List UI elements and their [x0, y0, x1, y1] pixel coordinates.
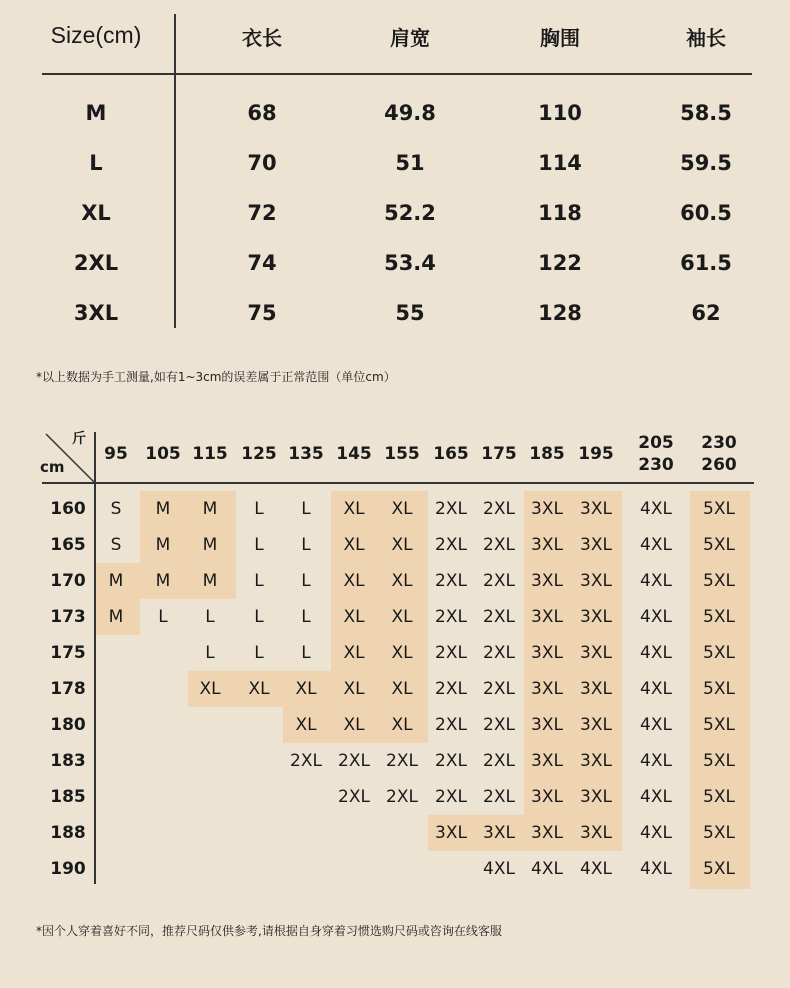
recommended-size-cell: 2XL [435, 715, 467, 735]
recommended-size-cell: 3XL [580, 535, 612, 555]
recommended-size-cell: 4XL [640, 571, 672, 591]
recommended-size-cell: 5XL [703, 787, 735, 807]
weight-header: 155 [384, 444, 420, 464]
recommended-size-cell: 4XL [640, 751, 672, 771]
recommended-size-cell: XL [343, 535, 365, 555]
size-table-cell: 58.5 [680, 101, 732, 125]
recommended-size-cell: XL [391, 571, 413, 591]
recommended-size-cell: 3XL [580, 571, 612, 591]
height-header: 178 [50, 679, 86, 699]
recommended-size-cell: L [205, 607, 215, 627]
recommended-size-cell: 3XL [580, 787, 612, 807]
recommended-size-cell: 3XL [531, 499, 563, 519]
weight-unit-label: 斤 [72, 431, 86, 447]
recommended-size-cell: 2XL [483, 787, 515, 807]
recommended-size-cell: XL [391, 715, 413, 735]
recommended-size-cell: XL [343, 679, 365, 699]
height-header: 175 [50, 643, 86, 663]
recommended-size-cell: 5XL [703, 751, 735, 771]
recommended-size-cell: L [301, 571, 311, 591]
size-table-cell: 60.5 [680, 201, 732, 225]
recommended-size-cell: M [108, 607, 124, 627]
size-table-cell: 59.5 [680, 151, 732, 175]
recommended-size-cell: XL [343, 607, 365, 627]
recommended-size-cell: 3XL [580, 607, 612, 627]
recommended-size-cell: L [254, 499, 264, 519]
height-header: 185 [50, 787, 86, 807]
recommended-size-cell: 3XL [531, 751, 563, 771]
recommended-size-cell: XL [391, 643, 413, 663]
weight-header: 115 [192, 444, 228, 464]
height-header: 160 [50, 499, 86, 519]
recommended-size-cell: L [254, 607, 264, 627]
recommended-size-cell: M [155, 535, 171, 555]
recommended-size-cell: 4XL [580, 859, 612, 879]
recommended-size-cell: 2XL [435, 571, 467, 591]
recommended-size-cell: 5XL [703, 499, 735, 519]
recommended-size-cell: 3XL [531, 679, 563, 699]
size-label: 2XL [73, 251, 119, 275]
height-header: 165 [50, 535, 86, 555]
recommended-size-cell: 3XL [483, 823, 515, 843]
recommended-size-cell: 2XL [435, 751, 467, 771]
weight-header: 195 [578, 444, 614, 464]
weight-header: 95 [104, 444, 128, 464]
recommended-size-cell: 5XL [703, 535, 735, 555]
size-table-horizontal-divider [42, 73, 752, 75]
recommended-size-cell: XL [391, 499, 413, 519]
recommended-size-cell: 4XL [640, 679, 672, 699]
size-label: XL [81, 201, 111, 225]
recommended-size-cell: 2XL [483, 751, 515, 771]
recommended-size-cell: 2XL [483, 535, 515, 555]
recommended-size-cell: 3XL [580, 499, 612, 519]
recommended-size-cell: L [301, 643, 311, 663]
size-table-cell: 53.4 [384, 251, 436, 275]
recommended-size-cell: XL [391, 607, 413, 627]
recommended-size-cell: S [110, 535, 122, 555]
recommended-size-cell: 5XL [703, 643, 735, 663]
recommended-size-cell: XL [295, 715, 317, 735]
recommended-size-cell: 3XL [435, 823, 467, 843]
height-header: 173 [50, 607, 86, 627]
size-table-vertical-divider [174, 14, 176, 328]
recommended-size-cell: 2XL [435, 499, 467, 519]
recommended-size-cell: 5XL [703, 679, 735, 699]
recommended-size-cell: 2XL [483, 679, 515, 699]
recommendation-note: *因个人穿着喜好不同，推荐尺码仅供参考,请根据自身穿着习惯选购尺码或咨询在线客服 [36, 924, 502, 938]
recommended-size-cell: 3XL [531, 715, 563, 735]
weight-header: 205 230 [638, 433, 674, 475]
recommended-size-cell: 5XL [703, 859, 735, 879]
recommended-size-cell: 2XL [483, 643, 515, 663]
recommended-size-cell: 2XL [435, 787, 467, 807]
size-label: 3XL [73, 301, 119, 325]
recommended-size-cell: XL [343, 571, 365, 591]
recommended-size-cell: S [110, 499, 122, 519]
recommended-size-cell: 5XL [703, 607, 735, 627]
recommended-size-cell: L [301, 535, 311, 555]
size-table-cell: 75 [247, 301, 277, 325]
recommended-size-cell: L [254, 535, 264, 555]
recommended-size-cell: XL [199, 679, 221, 699]
recommended-size-cell: 3XL [580, 643, 612, 663]
recommended-size-cell: M [155, 499, 171, 519]
recommended-size-cell: L [205, 643, 215, 663]
recommended-size-cell: 4XL [640, 499, 672, 519]
recommended-size-cell: 3XL [531, 823, 563, 843]
recommended-size-cell: XL [295, 679, 317, 699]
weight-header: 165 [433, 444, 469, 464]
recommended-size-cell: 2XL [483, 499, 515, 519]
corner-diagonal-line [44, 432, 96, 484]
recommended-size-cell: 3XL [580, 715, 612, 735]
recommended-size-cell: 2XL [483, 571, 515, 591]
recommended-size-cell: 4XL [531, 859, 563, 879]
recommended-size-cell: XL [391, 535, 413, 555]
recommended-size-cell: L [254, 643, 264, 663]
height-header: 188 [50, 823, 86, 843]
recommended-size-cell: 5XL [703, 823, 735, 843]
size-table-cell: 61.5 [680, 251, 732, 275]
recommended-size-cell: M [202, 571, 218, 591]
weight-header: 125 [241, 444, 277, 464]
size-table-cell: 118 [538, 201, 582, 225]
recommended-size-cell: L [301, 607, 311, 627]
recommended-size-cell: 4XL [640, 715, 672, 735]
recommended-size-cell: L [158, 607, 168, 627]
size-table-cell: 62 [691, 301, 721, 325]
weight-header: 105 [145, 444, 181, 464]
recommended-size-cell: M [108, 571, 124, 591]
recommended-size-cell: 2XL [435, 607, 467, 627]
size-table-cell: 110 [538, 101, 582, 125]
size-table-cell: 70 [247, 151, 277, 175]
recommended-size-cell: 2XL [386, 751, 418, 771]
height-header: 190 [50, 859, 86, 879]
size-table [0, 0, 790, 340]
recommended-size-cell: 2XL [435, 535, 467, 555]
recommended-size-cell: 2XL [338, 787, 370, 807]
recommended-size-cell: 2XL [290, 751, 322, 771]
height-unit-label: cm [40, 458, 65, 476]
size-table-cell: 51 [395, 151, 425, 175]
recommended-size-cell: 3XL [531, 643, 563, 663]
size-table-cell: 68 [247, 101, 277, 125]
grid-horizontal-divider [42, 482, 754, 484]
recommended-size-cell: XL [248, 679, 270, 699]
recommended-size-cell: XL [391, 679, 413, 699]
size-table-header-2: 肩宽 [390, 26, 430, 50]
recommended-size-cell: 2XL [435, 643, 467, 663]
recommended-size-cell: 4XL [640, 643, 672, 663]
recommended-size-cell: 3XL [580, 823, 612, 843]
size-table-cell: 72 [247, 201, 277, 225]
recommended-size-cell: 4XL [640, 787, 672, 807]
size-table-cell: 114 [538, 151, 582, 175]
size-table-cell: 52.2 [384, 201, 436, 225]
recommended-size-cell: L [254, 571, 264, 591]
recommended-size-cell: 2XL [338, 751, 370, 771]
weight-header: 185 [529, 444, 565, 464]
size-table-cell: 122 [538, 251, 582, 275]
recommended-size-cell: 2XL [483, 607, 515, 627]
size-label: L [89, 151, 103, 175]
size-table-cell: 55 [395, 301, 425, 325]
size-table-cell: 74 [247, 251, 277, 275]
highlight-block-0 [140, 491, 236, 599]
recommended-size-cell: XL [343, 499, 365, 519]
height-header: 183 [50, 751, 86, 771]
recommended-size-cell: 4XL [483, 859, 515, 879]
recommended-size-cell: 4XL [640, 535, 672, 555]
recommended-size-cell: L [301, 499, 311, 519]
recommended-size-cell: 3XL [531, 607, 563, 627]
recommended-size-cell: 3XL [531, 787, 563, 807]
weight-header: 175 [481, 444, 517, 464]
measurement-note: *以上数据为手工测量,如有1~3cm的误差属于正常范围（单位cm） [36, 370, 396, 384]
recommended-size-cell: 5XL [703, 571, 735, 591]
recommended-size-cell: 2XL [435, 679, 467, 699]
size-table-header-4: 袖长 [686, 26, 726, 50]
recommended-size-cell: 4XL [640, 859, 672, 879]
height-header: 180 [50, 715, 86, 735]
size-table-header-1: 衣长 [242, 26, 282, 50]
weight-header: 135 [288, 444, 324, 464]
recommended-size-cell: XL [343, 715, 365, 735]
recommended-size-cell: 3XL [580, 751, 612, 771]
recommended-size-cell: 2XL [386, 787, 418, 807]
recommended-size-cell: M [155, 571, 171, 591]
recommended-size-cell: 2XL [483, 715, 515, 735]
height-header: 170 [50, 571, 86, 591]
size-label: M [85, 101, 107, 125]
recommended-size-cell: 3XL [531, 535, 563, 555]
grid-vertical-divider [94, 432, 96, 884]
recommended-size-cell: M [202, 499, 218, 519]
size-table-header-0: Size(cm) [50, 22, 142, 48]
weight-header: 145 [336, 444, 372, 464]
weight-header: 230 260 [701, 433, 737, 475]
recommended-size-cell: 3XL [531, 571, 563, 591]
recommended-size-cell: 5XL [703, 715, 735, 735]
size-table-cell: 128 [538, 301, 582, 325]
recommended-size-cell: XL [343, 643, 365, 663]
recommended-size-cell: 4XL [640, 823, 672, 843]
recommended-size-cell: 4XL [640, 607, 672, 627]
size-table-cell: 49.8 [384, 101, 436, 125]
recommended-size-cell: M [202, 535, 218, 555]
recommended-size-cell: 3XL [580, 679, 612, 699]
size-table-header-3: 胸围 [540, 26, 580, 50]
